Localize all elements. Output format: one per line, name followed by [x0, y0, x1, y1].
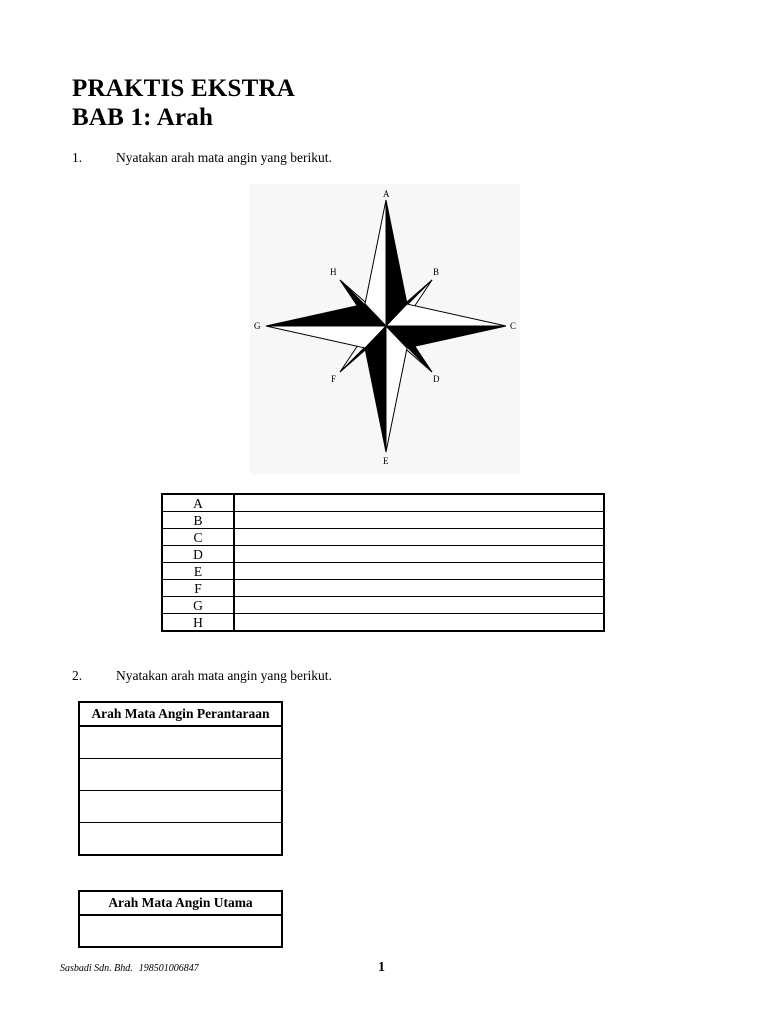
row-label: C — [162, 529, 234, 546]
table-row — [79, 823, 282, 856]
point-c-light — [386, 304, 506, 326]
question-1 — [72, 150, 332, 166]
answer-cell[interactable] — [234, 546, 604, 563]
table-row — [162, 597, 604, 614]
compass-label-b: B — [433, 267, 440, 277]
compass-rose-icon — [250, 184, 520, 474]
answer-cell[interactable] — [234, 494, 604, 512]
compass-label-c: C — [510, 321, 517, 331]
row-label: E — [162, 563, 234, 580]
table-row — [79, 915, 282, 947]
answer-cell[interactable] — [79, 759, 282, 791]
row-label: B — [162, 512, 234, 529]
table-row — [162, 529, 604, 546]
table-row — [162, 494, 604, 512]
table-row — [79, 759, 282, 791]
compass-label-d: D — [433, 374, 440, 384]
answer-cell[interactable] — [79, 791, 282, 823]
question-1-text: Nyatakan arah mata angin yang berikut. — [116, 150, 332, 165]
page-number: 1 — [378, 960, 385, 975]
question-2-text: Nyatakan arah mata angin yang berikut. — [116, 668, 332, 683]
compass-label-a: A — [383, 189, 390, 199]
row-label: F — [162, 580, 234, 597]
footer-publisher — [60, 963, 199, 974]
main-table-header: Arah Mata Angin Utama — [79, 891, 282, 915]
question-2 — [72, 668, 332, 684]
main-directions-table — [78, 890, 283, 948]
chapter-title: BAB 1: Arah — [72, 104, 214, 131]
intermediate-table-header: Arah Mata Angin Perantaraan — [79, 702, 282, 726]
answer-cell[interactable] — [234, 614, 604, 632]
table-row — [162, 614, 604, 632]
table-row — [79, 726, 282, 759]
publisher-name: Sasbadi Sdn. Bhd. — [60, 963, 133, 974]
row-label: A — [162, 494, 234, 512]
row-label: G — [162, 597, 234, 614]
compass-rose-figure — [250, 184, 520, 474]
table-row — [162, 563, 604, 580]
answer-cell[interactable] — [79, 726, 282, 759]
row-label: H — [162, 614, 234, 632]
answer-cell[interactable] — [234, 580, 604, 597]
point-g-light — [266, 326, 386, 348]
answer-cell[interactable] — [234, 512, 604, 529]
point-g-dark — [266, 304, 386, 326]
question-2-number: 2. — [72, 668, 83, 683]
table-row — [79, 791, 282, 823]
compass-label-h: H — [330, 267, 337, 277]
answer-cell[interactable] — [79, 915, 282, 947]
table-row — [162, 512, 604, 529]
question-1-number: 1. — [72, 150, 83, 165]
table-row — [162, 580, 604, 597]
table-row — [162, 546, 604, 563]
intermediate-directions-table — [78, 701, 283, 856]
answer-cell[interactable] — [79, 823, 282, 856]
answer-cell[interactable] — [234, 529, 604, 546]
row-label: D — [162, 546, 234, 563]
page-title: PRAKTIS EKSTRA — [72, 75, 295, 102]
point-e-light — [386, 326, 407, 452]
compass-label-g: G — [254, 321, 261, 331]
registration-number: 198501006847 — [138, 963, 199, 974]
answer-cell[interactable] — [234, 597, 604, 614]
answer-cell[interactable] — [234, 563, 604, 580]
answer-table — [161, 493, 605, 632]
compass-label-f: F — [331, 374, 337, 384]
compass-label-e: E — [383, 456, 389, 466]
